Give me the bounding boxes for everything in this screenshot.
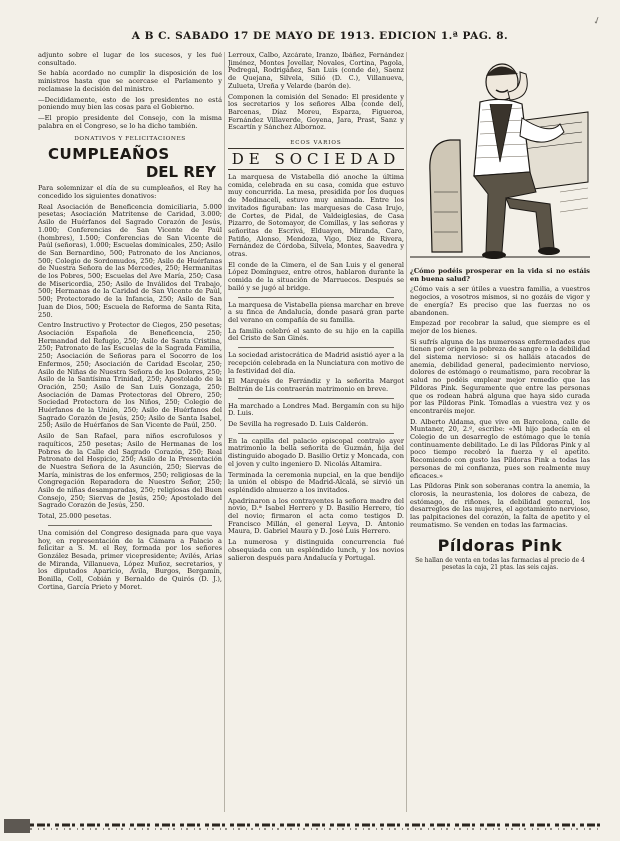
article-paragraph: Asilo de San Rafael, para niños escrofulosos y raquíticos, 250 pesetas; Asilo de Hermanas de los Pobres de la Calle del Sagrado Corazón, 250; Real Patronato del Hospicio, 250; Asilo de la Presentación de Nuestra Señora de la Asunción, 250; Siervas de María, ministras de los enfermos, 250; religiosas de la Congregación Reparadora de Nuestro Señor, 250; Asilo de niñas desamparadas, 250; religiosas del Buen Consejo, 250; Siervas de Jesús, 250; Apostolado del Sagrado Corazón de Jesús, 250. bbox=[38, 432, 222, 510]
article-paragraph: Total, 25.000 pesetas. bbox=[38, 512, 112, 521]
advert-price-note: Se hallan de venta en todas las farmacias al precio de 4 pesetas la caja, 21 ptas. las seis cajas. bbox=[415, 556, 585, 571]
article-paragraph: Apadrinaron a los contrayentes la señora madre del novio, D.ª Isabel Herrero y D. Basilio Herrero, tío del novio; firmaron el acta como testigos D. Francisco Millán, el general Leyva, D. Antonio Maura, D. Gabriel Maura y D. José Luis Herrero. bbox=[228, 496, 404, 536]
column-rule-left bbox=[224, 52, 225, 812]
article-paragraph: —Decididamente, esto de los presidentes no está poniendo muy bien las cosas para el Gobierno. bbox=[38, 95, 222, 112]
advert-lead: ¿Cómo podéis prosperar en la vida si no estáis en buena salud? bbox=[410, 267, 590, 283]
article-paragraph: Una comisión del Congreso designada para que vaya hoy, en representación de la Cámara a Palacio a felicitar a S. M. el Rey, formada por los señores González Besada, primer vicepresidente; Avilés, Arias de Miranda, Villanueva, López Muñoz, secretarios, y los diputados Aparicio, Ávila, Burgos, Bergamín, Bonilla, Coll, Cobián y Bernaldo de Quirós (D. J.), Cortina, García Prieto y Moret. bbox=[38, 528, 222, 591]
article-paragraph: Componen la comisión del Senado: El presidente y los secretarios y los señores Alba (conde del), Barcenas, Díaz Moreu, Esparza, Figueroa, Fernández Villaverde, Goyena, Jara, Prast, Sanz y Escartín y Sánchez Albornoz. bbox=[228, 92, 404, 132]
scan-edge-noise bbox=[0, 819, 620, 841]
article-paragraph: El Marqués de Ferrándiz y la señorita Margot Beltrán de Lis contraerán matrimonio en breve. bbox=[228, 377, 404, 393]
article-paragraph: El conde de la Cimera, el de San Luis y el general López Domínguez, entre otros, hablaron durante la comida de la situación de Marruecos. Después se bailó y se jugó al bridge. bbox=[228, 260, 404, 292]
article-paragraph: La marquesa de Vistabella dió anoche la última comida, celebrada en su casa, comida que estuvo muy concurrida. La mesa, presidida por los duques de Medinaceli, estuvo muy animada. Entre los invitados figuraban: las marquesas de Casa Irujo, de Cortes, de Pidal, de Valdeiglesias, de Casa Pizarro, de Sotomayor, de Comillas, y las señoras y señoritas de Escrivá, Elduayen, Miranda, Caro, Patiño, Alonso, Mendoza, Vigo, Diez de Rivera, Fernández de Córdoba, Silvela, Montes, Saavedra y otras. bbox=[228, 173, 404, 259]
advert-paragraph: D. Alberto Aldama, que vive en Barcelona, calle de Muntaner, 20, 2.º, escribe: «Mi hijo padecía en el Colegio de un desarreglo de estómago que le tenía continuamente debilitado. Le di las Píldoras Pink y al poco tiempo recobró la fuerza y el apetito. Recomiendo con gusto las Píldoras Pink a todas las personas de mi confianza, pues son realmente muy eficaces.» bbox=[410, 417, 590, 480]
advert-paragraph: Las Píldoras Pink son soberanas contra la anemia, la clorosis, la neurastenia, los dolores de cabeza, de estómago, de riñones, la debilidad general, los desarreglos de las mujeres, el agotamiento nervioso, las palpitaciones del corazón, la falta de apetito y el reumatismo. Se venden en todas las farmacias. bbox=[410, 482, 590, 529]
article-paragraph: La marquesa de Vistabella piensa marchar en breve a su finca de Andalucía, donde pasará gran parte del verano en compañía de su familia. bbox=[228, 300, 404, 324]
headline-cumpleanos: CUMPLEAÑOS bbox=[48, 145, 170, 164]
article-paragraph: La familia celebró el santo de su hijo en la capilla del Cristo de San Ginés. bbox=[228, 326, 404, 343]
column-middle bbox=[228, 52, 404, 812]
article-paragraph: Para solemnizar el día de su cumpleaños, el Rey ha concedido los siguientes donativos: bbox=[38, 184, 222, 201]
column-right bbox=[410, 52, 590, 812]
advert-brand-title: Píldoras Pink bbox=[437, 535, 563, 555]
advert-paragraph: Si sufrís alguna de las numerosas enfermedades que tienen por origen la pobreza de sangre o la debilidad del sistema nervioso: si os halláis atacados de anemia, debilidad general, padecimiento nervioso, dolores de estómago o reumatismo, para recobrar la salud no podéis emplear mejor remedio que las Píldoras Pink. Seguramente que entre las personas que os rodean habrá alguna que haya sido curada por las Píldoras Pink. Tomadlas a vuestra vez y os encontraréis mejor. bbox=[410, 337, 590, 415]
column-left bbox=[38, 52, 222, 812]
article-paragraph: Terminada la ceremonia nupcial, en la que bendijo la unión el obispo de Madrid-Alcalá, se sirvió un espléndido almuerzo a los invitados. bbox=[228, 470, 404, 494]
article-paragraph: adjunto sobre el lugar de los sucesos, y les fué consultado. bbox=[38, 52, 222, 67]
divider bbox=[238, 433, 394, 434]
page-header: A B C. SABADO 17 DE MAYO DE 1913. EDICION 1.ª PAG. 8. bbox=[131, 30, 509, 42]
article-paragraph: Lerroux, Calbo, Azcárate, Iranzo, Ibáñez, Fernández Jiménez, Montes Jovellar, Novales, Cortina, Pagola, Pedregal, Rodrigáñez, San Luis (conde de), Saenz de Quejana, Silvela, Silió (D. C.), Villanueva, Zulueta, Ureña y Velarde (barón de). bbox=[228, 52, 404, 90]
headline-del-rey: DEL REY bbox=[145, 163, 216, 182]
divider bbox=[238, 347, 394, 348]
article-paragraph: La numerosa y distinguida concurrencia fué obsequiada con un espléndido lunch, y los novios salieron después para Andalucía y Portugal. bbox=[228, 538, 404, 562]
article-paragraph: Real Asociación de Beneficencia domiciliaria, 5.000 pesetas; Asociación Matritense de Caridad, 3.000; Asilo de Huérfanos del Sagrado Corazón de Jesús, 1.000; Conferencias de San Vicente de Paúl (hombres), 1.500; Conferencias de San Vicente de Paúl (señoras), 1.000; Escuelas dominicales, 250; Asilo de San Bernardino, 500; Patronato de los Ancianos, 500; Colegio de Sordomudos, 250; Asilo de Huérfanas de Nuestra Señora de las Mercedes, 250; Hermanitas de los Pobres, 500; Escuelas del Ave María, 250; Casa de Misericordia, 250; Asilo de Inválidos del Trabajo, 500; Hermanas de la Caridad de San Vicente de Paúl, 500; Protectorado de la Infancia, 250; Asilo de San Juan de Dios, 500; Escuela de Reforma de Santa Rita, 250. bbox=[38, 202, 222, 319]
article-paragraph: La sociedad aristocrática de Madrid asistió ayer a la recepción celebrada en la Nunciatura con motivo de la festividad del día. bbox=[228, 351, 404, 375]
article-paragraph: Centro Instructivo y Protector de Ciegos, 250 pesetas; Asociación Española de Beneficencia, 250; Hermandad del Refugio, 250; Asilo de Santa Cristina, 250; Patronato de las Escuelas de la Sagrada Familia, 250; Asociación de Señoras para el Socorro de los Enfermos, 250; Asociación de Caridad Escolar, 250; Asilo de Niñas de Nuestra Señora de los Dolores, 250; Asilo de la Santísima Trinidad, 250; Apostolado de la Oración, 250; Asilo de San Luis Gonzaga, 250; Asociación de Damas Protectoras del Obrero, 250; Sociedad Protectora de los Niños, 250; Colegio de Huérfanos de la Unión, 250; Asilo de Huérfanos del Sagrado Corazón de Jesús, 250; Asilo de Santa Isabel, 250; Asilo de Huérfanos de San Vicente de Paúl, 250. bbox=[38, 321, 222, 430]
advert-paragraph: Empezad por recobrar la salud, que siempre es el mejor de los bienes. bbox=[410, 319, 590, 335]
section-kicker: DONATIVOS Y FELICITACIONES bbox=[74, 136, 186, 143]
article-paragraph: De Sevilla ha regresado D. Luis Calderón. bbox=[228, 420, 369, 429]
advert-illustration bbox=[410, 52, 590, 264]
article-paragraph: En la capilla del palacio episcopal contrajo ayer matrimonio la bella señorita de Guzmán, hija del distinguido abogado D. Basilio Ortiz y Moncada, con el joven y culto ingeniero D. Nicolás Altamira. bbox=[228, 436, 404, 468]
section-kicker: ECOS VARIOS bbox=[290, 140, 342, 147]
headline-de-sociedad: DE SOCIEDAD bbox=[228, 148, 404, 170]
column-rule-right bbox=[406, 52, 407, 812]
divider bbox=[238, 398, 394, 399]
article-paragraph: Se había acordado no cumplir la disposición de los ministros hasta que se acercase el Parlamento y reclamase la decisión del ministro. bbox=[38, 69, 222, 93]
advert-paragraph: ¿Cómo vais a ser útiles a vuestra familia, a vuestros negocios, a vosotros mismos, si no gozáis de vigor y de energía? Es preciso que las fuerzas no os abandonen. bbox=[410, 285, 590, 317]
divider bbox=[48, 525, 212, 526]
divider bbox=[238, 297, 394, 298]
handwritten-mark-icon: ✓ bbox=[591, 14, 604, 28]
thinking-man-drawing bbox=[410, 52, 590, 264]
article-paragraph: Ha marchado a Londres Mad. Bergamín con su hijo D. Luis. bbox=[228, 401, 404, 418]
article-paragraph: —El propio presidente del Consejo, con la misma palabra en el Congreso, se lo ha dicho también. bbox=[38, 113, 222, 130]
